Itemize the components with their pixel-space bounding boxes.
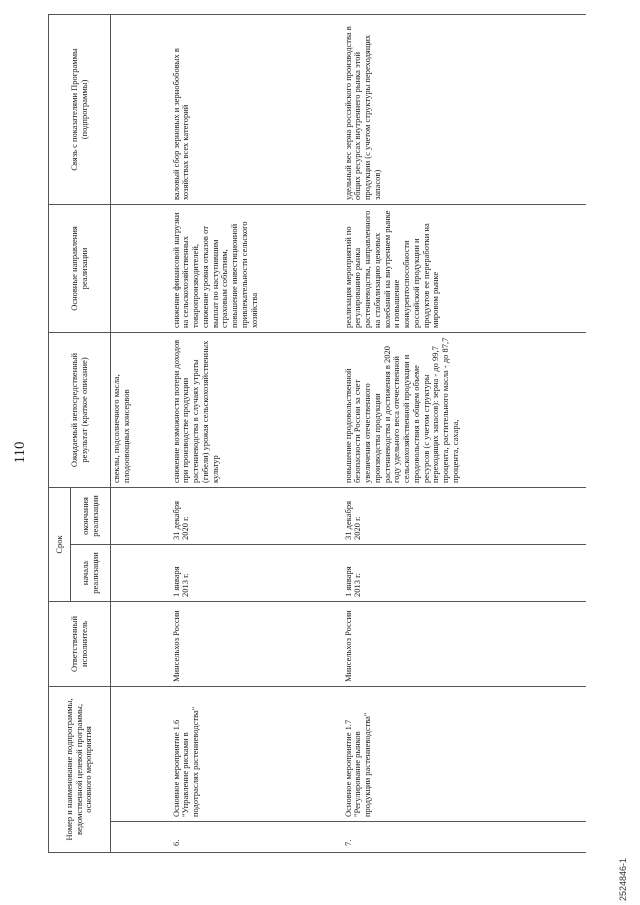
row-expected-result: снижение возможности потери доходов при производстве продукции растениеводства в случаях утраты (гибели) урожая сельскохозяйственных культур [169, 333, 341, 488]
program-table [48, 14, 586, 853]
row-indicators-link [111, 15, 169, 205]
row-expected-result: свеклы, подсолнечного масла, плодоовощных консервов [111, 333, 169, 488]
row-executor: Минсельхоз России [169, 602, 341, 687]
header-program-name: Номер и наименование подпрограммы, ведомственной целевой программы, основного мероприятия [49, 687, 111, 853]
row-program-name: Основное мероприятие 1.6 "Управление рисками в подотраслях растениеводства" [169, 687, 341, 822]
program-table-wrapper [48, 15, 586, 853]
row-executor: Минсельхоз России [341, 602, 586, 687]
row-end-date: 31 декабря 2020 г. [169, 488, 341, 545]
row-number [111, 822, 169, 853]
row-executor [111, 602, 169, 687]
table-body [111, 15, 586, 853]
header-term: Срок [49, 488, 71, 602]
table-row [341, 15, 586, 853]
page-number: 110 [12, 441, 28, 464]
header-expected-result: Ожидаемый непосредственный результат (краткое описание) [49, 333, 111, 488]
row-main-directions [111, 205, 169, 333]
row-main-directions: снижение финансовой нагрузки на сельскохозяйственных товаропроизводителей, снижение уровня отказов от выплат по наступившим страховым событиям, повышение инвестиционной привлекательности сельского хозяйства [169, 205, 341, 333]
row-start-date: 1 января 2013 г. [341, 545, 586, 602]
row-expected-result: повышение продовольственной безопасности России за счет увеличения отечественного производства продукции растениеводства и достижения в 2020 году удельного веса отечественной сельскохозяйственной продукции и продовольствия в общем объеме ресурсов (с учетом структуры переходящих запасов): зерна - до 99,7 процента, растительного масла - до 87,7 процента, сахара, [341, 333, 586, 488]
row-program-name [111, 687, 169, 822]
table-row [169, 15, 341, 853]
header-term-end: окончания реализации [71, 488, 111, 545]
row-indicators-link: удельный вес зерна российского производства в общих ресурсах внутреннего рынка этой продукции (с учетом структуры переходящих запасов) [341, 15, 586, 205]
row-number: 6. [169, 822, 341, 853]
row-start-date [111, 545, 169, 602]
row-main-directions: реализация мероприятий по регулированию рынка растениеводства, направленного на стабилизацию ценовых колебаний на внутреннем рынке и повышение конкурентоспособности российской продукции и продуктов ее переработки на мировом рынке [341, 205, 586, 333]
row-number: 7. [341, 822, 586, 853]
row-end-date: 31 декабря 2020 г. [341, 488, 586, 545]
header-executor: Ответственный исполнитель [49, 602, 111, 687]
row-indicators-link: валовый сбор зерновых и зернобобовых в хозяйствах всех категорий [169, 15, 341, 205]
header-indicators-link: Связь с показателями Программы (подпрограммы) [49, 15, 111, 205]
row-end-date [111, 488, 169, 545]
row-start-date: 1 января 2013 г. [169, 545, 341, 602]
document-code: 2524846-1 [618, 857, 628, 901]
header-term-start: начала реализации [71, 545, 111, 602]
row-program-name: Основное мероприятие 1.7 "Регулирование рынков продукции растениеводства" [341, 687, 586, 822]
header-main-directions: Основные направления реализации [49, 205, 111, 333]
table-header [49, 15, 111, 853]
table-row [111, 15, 169, 853]
